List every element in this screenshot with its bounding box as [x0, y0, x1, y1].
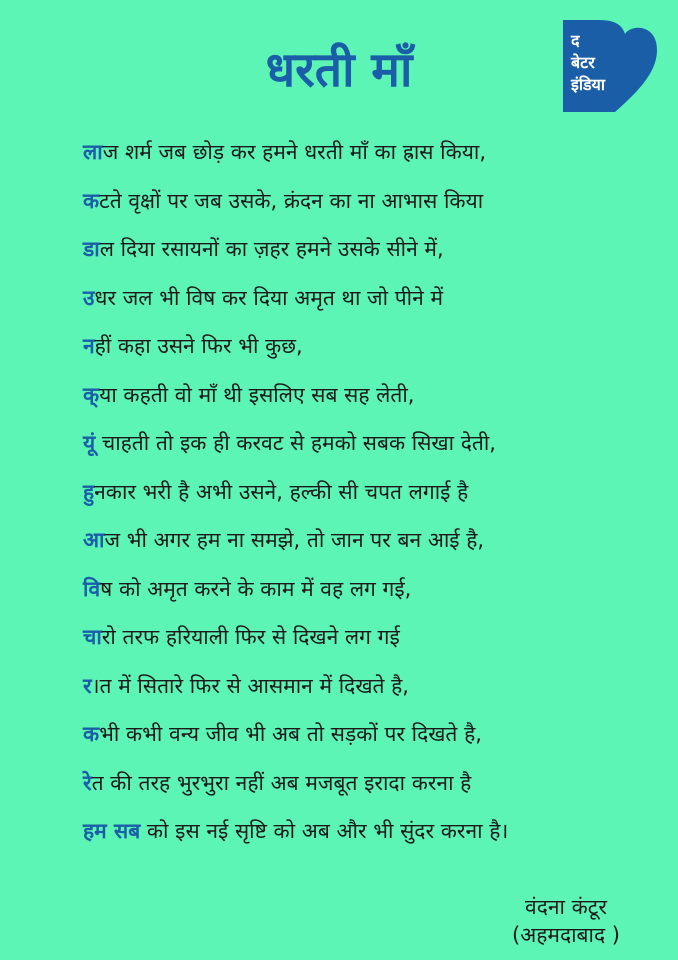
- acrostic-letter: आ: [83, 528, 105, 552]
- poem-line: [83, 763, 643, 812]
- poem-line: [83, 666, 643, 715]
- acrostic-letter: क्: [83, 382, 100, 407]
- acrostic-letter: डा: [83, 237, 100, 261]
- poem-line: [83, 423, 643, 472]
- line-text: या कहती वो माँ थी इसलिए सब सह लेती,: [99, 382, 415, 407]
- line-text: हीं कहा उसने फिर भी कुछ,: [94, 334, 303, 358]
- line-text: ल दिया रसायनों का ज़हर हमने उसके सीने में,: [99, 237, 444, 261]
- acrostic-letter: रे: [83, 770, 92, 795]
- line-text: चाहती तो इक ही करवट से हमको सबक सिखा देती,: [95, 431, 496, 455]
- line-text: नकार भरी है अभी उसने, हल्की सी चपत लगाई है: [94, 479, 469, 504]
- line-text: ष को अमृत करने के काम में वह लग गई,: [100, 576, 412, 601]
- acrostic-letter: र: [83, 673, 92, 698]
- acrostic-letter: न: [83, 334, 95, 358]
- acrostic-letter: यूं: [83, 431, 96, 455]
- line-text: धर जल भी विष कर दिया अमृत था जो पीने में: [94, 285, 444, 310]
- line-text: टते वृक्षों पर जब उसके, क्रंदन का ना आभास किया: [99, 188, 484, 213]
- acrostic-letter: क: [83, 188, 100, 213]
- logo-text: [571, 30, 641, 96]
- acrostic-letter: हम सब: [83, 819, 141, 843]
- line-text: त की तरह भुरभुरा नहीं अब मजबूत इरादा करना है: [91, 770, 472, 795]
- acrostic-letter: उ: [83, 285, 95, 310]
- line-text: ।त में सितारे फिर से आसमान में दिखते है,: [91, 673, 409, 698]
- poem-line: [83, 617, 643, 666]
- poem-line: [83, 326, 643, 375]
- poem-line: [83, 132, 643, 181]
- line-text: ज भी अगर हम ना समझे, तो जान पर बन आई है,: [104, 528, 485, 552]
- poem-line: [83, 229, 643, 278]
- line-text: रो तरफ हरियाली फिर से दिखने लग गई: [101, 625, 400, 649]
- author-signature: [512, 893, 620, 949]
- poem-line: [83, 569, 643, 618]
- poem-line: [83, 714, 643, 763]
- poem-line: [83, 181, 643, 230]
- poem-line: [83, 520, 643, 569]
- poem-line: [83, 375, 643, 424]
- poem-line: [83, 811, 643, 860]
- poem-body: [83, 132, 643, 860]
- poem-title: धरती माँ: [265, 42, 413, 98]
- line-text: को इस नई सृष्टि को अब और भी सुंदर करना है।: [140, 819, 509, 843]
- acrostic-letter: क: [83, 722, 100, 746]
- author-place: (अहमदाबाद ): [512, 923, 620, 947]
- acrostic-letter: वि: [83, 576, 101, 601]
- acrostic-letter: हु: [83, 479, 95, 504]
- poem-line: [83, 472, 643, 521]
- author-name: वंदना कंटूर: [525, 895, 607, 919]
- acrostic-letter: ला: [83, 140, 103, 164]
- poem-line: [83, 278, 643, 327]
- the-better-india-logo: [563, 20, 657, 112]
- line-text: ज शर्म जब छोड़ कर हमने धरती माँ का ह्रास किया,: [102, 140, 487, 164]
- acrostic-letter: चा: [83, 625, 102, 649]
- line-text: भी कभी वन्य जीव भी अब तो सड़कों पर दिखते है,: [99, 722, 482, 746]
- logo-line: बेटर: [571, 53, 595, 72]
- logo-line: इंडिया: [571, 75, 605, 94]
- logo-line: द: [571, 31, 580, 50]
